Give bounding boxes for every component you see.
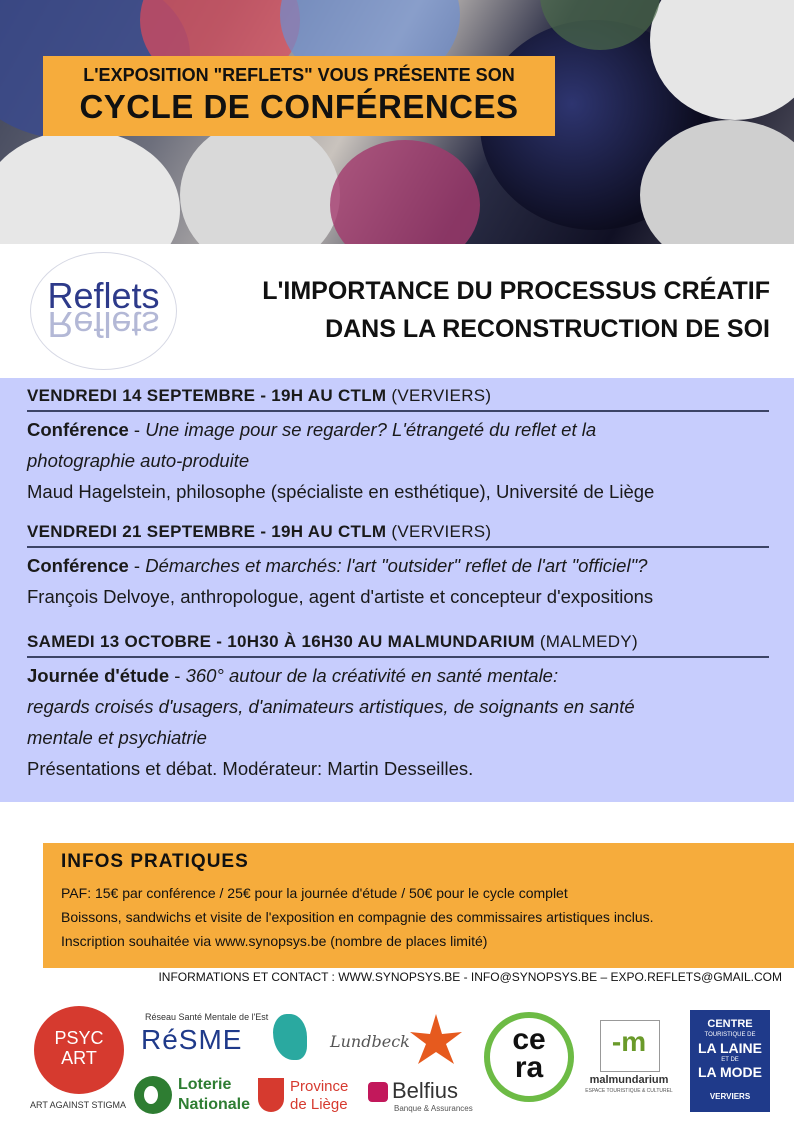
psycart-line1: PSYC xyxy=(54,1028,104,1048)
resme-caption: Réseau Santé Mentale de l'Est xyxy=(145,1012,269,1022)
loterie-icon-hole xyxy=(144,1086,158,1104)
loterie-line1: Loterie xyxy=(178,1076,232,1093)
map-icon xyxy=(273,1014,307,1060)
event-body xyxy=(27,660,769,784)
hero-photo xyxy=(0,0,794,244)
event-header xyxy=(27,522,769,548)
program-section xyxy=(0,378,794,802)
main-title-line1: L'IMPORTANCE DU PROCESSUS CRÉATIF xyxy=(262,277,770,305)
cera-line1: ce xyxy=(512,1023,546,1056)
ctlm-l1: CENTRE xyxy=(707,1018,753,1030)
event-subject: regards croisés d'usagers, d'animateurs artistiques, de soignants en santé xyxy=(27,696,635,717)
event-2 xyxy=(27,522,769,612)
event-body xyxy=(27,414,769,507)
belfius-icon xyxy=(368,1082,388,1102)
lundbeck-name: Lundbeck xyxy=(330,1032,410,1051)
province-line2: de Liège xyxy=(290,1096,348,1113)
lundbeck-logo xyxy=(328,1012,468,1072)
event-1 xyxy=(27,386,769,507)
cera-text xyxy=(490,1023,568,1084)
province-logo xyxy=(258,1076,358,1118)
shield-icon xyxy=(258,1078,284,1112)
infos-line: Inscription souhaitée via www.synopsys.be (nombre de places limité) xyxy=(61,933,488,949)
psycart-text xyxy=(34,1028,124,1068)
event-3 xyxy=(27,632,769,784)
belfius-tagline: Banque & Assurances xyxy=(394,1104,473,1113)
event-speaker: Présentations et débat. Modérateur: Martin Desseilles. xyxy=(27,758,474,779)
reflets-logo xyxy=(30,252,177,370)
event-separator: - xyxy=(128,419,146,440)
event-place: (MALMEDY) xyxy=(539,632,638,651)
resme-logo xyxy=(135,1010,310,1065)
cera-logo xyxy=(484,1012,574,1102)
ctlm-logo xyxy=(690,1010,770,1112)
loterie-line2: Nationale xyxy=(178,1096,251,1113)
hero-shape xyxy=(180,120,340,244)
contact-line: INFORMATIONS ET CONTACT : WWW.SYNOPSYS.BE - INFO@SYNOPSYS.BE – EXPO.REFLETS@GMAIL.COM xyxy=(158,970,782,984)
main-title-line2: DANS LA RECONSTRUCTION DE SOI xyxy=(325,315,770,343)
event-speaker: Maud Hagelstein, philosophe (spécialiste en esthétique), Université de Liège xyxy=(27,481,655,502)
event-header xyxy=(27,386,769,412)
logo-text: Reflets xyxy=(47,275,160,316)
infos-lines xyxy=(61,881,654,953)
infos-line: Boissons, sandwichs et visite de l'exposition en compagnie des commissaires artistiques inclus. xyxy=(61,909,654,925)
province-text xyxy=(290,1078,348,1114)
infos-box xyxy=(43,843,794,968)
ctlm-l2: TOURISTIQUE DE xyxy=(704,1032,756,1038)
psycart-tagline: ART AGAINST STIGMA xyxy=(29,1100,127,1110)
malmundarium-logo xyxy=(584,1020,674,1102)
event-subject: mentale et psychiatrie xyxy=(27,727,207,748)
infos-title: INFOS PRATIQUES xyxy=(61,851,249,872)
malmundarium-name: malmundarium xyxy=(589,1074,669,1086)
hero-shape xyxy=(0,130,180,244)
ctlm-l3: LA LAINE xyxy=(697,1040,763,1056)
event-speaker: François Delvoye, anthropologue, agent d'artiste et concepteur d'expositions xyxy=(27,586,654,607)
event-place: (VERVIERS) xyxy=(391,386,492,405)
cera-line2: ra xyxy=(514,1051,544,1084)
logo-reflection: Reflets xyxy=(47,304,160,345)
province-line1: Province xyxy=(290,1078,349,1095)
event-place: (VERVIERS) xyxy=(391,522,492,541)
event-separator: - xyxy=(169,665,186,686)
ctlm-l6: VERVIERS xyxy=(709,1092,751,1101)
event-body xyxy=(27,550,769,612)
resme-name: RéSME xyxy=(141,1024,243,1055)
starfish-icon xyxy=(408,1012,464,1068)
event-type: Conférence xyxy=(27,555,129,576)
event-header xyxy=(27,632,769,658)
belfius-logo xyxy=(368,1078,472,1118)
malmundarium-tagline: ESPACE TOURISTIQUE & CULTUREL xyxy=(585,1088,673,1094)
event-type: Journée d'étude xyxy=(27,665,170,686)
loterie-logo xyxy=(134,1074,254,1118)
hero-shape xyxy=(330,140,480,244)
psycart-logo xyxy=(22,1006,134,1118)
psycart-line2: ART xyxy=(61,1048,97,1068)
event-type: Conférence xyxy=(27,419,129,440)
belfius-name: Belfius xyxy=(392,1078,459,1103)
malmundarium-mark: -m xyxy=(611,1026,647,1057)
event-date: VENDREDI 14 SEPTEMBRE - 19H AU CTLM xyxy=(27,386,392,405)
infos-line: PAF: 15€ par conférence / 25€ pour la journée d'étude / 50€ pour le cycle complet xyxy=(61,885,568,901)
main-title xyxy=(262,272,770,348)
banner-subtitle: L'EXPOSITION "REFLETS" VOUS PRÉSENTE SON xyxy=(83,65,515,85)
event-subject: photographie auto-produite xyxy=(27,450,250,471)
ctlm-l5: LA MODE xyxy=(697,1064,763,1080)
event-date: VENDREDI 21 SEPTEMBRE - 19H AU CTLM xyxy=(27,522,392,541)
banner-title: CYCLE DE CONFÉRENCES xyxy=(79,88,519,125)
loterie-icon xyxy=(134,1076,172,1114)
title-banner xyxy=(43,56,555,136)
ctlm-l4: ET DE xyxy=(721,1057,739,1063)
event-subject: Une image pour se regarder? L'étrangeté du reflet et la xyxy=(145,419,597,440)
event-subject: 360° autour de la créativité en santé mentale: xyxy=(185,665,559,686)
loterie-text xyxy=(178,1075,250,1115)
event-separator: - xyxy=(128,555,146,576)
event-subject: Démarches et marchés: l'art "outsider" reflet de l'art "officiel"? xyxy=(145,555,648,576)
event-date: SAMEDI 13 OCTOBRE - 10H30 À 16H30 AU MALMUNDARIUM xyxy=(27,632,540,651)
